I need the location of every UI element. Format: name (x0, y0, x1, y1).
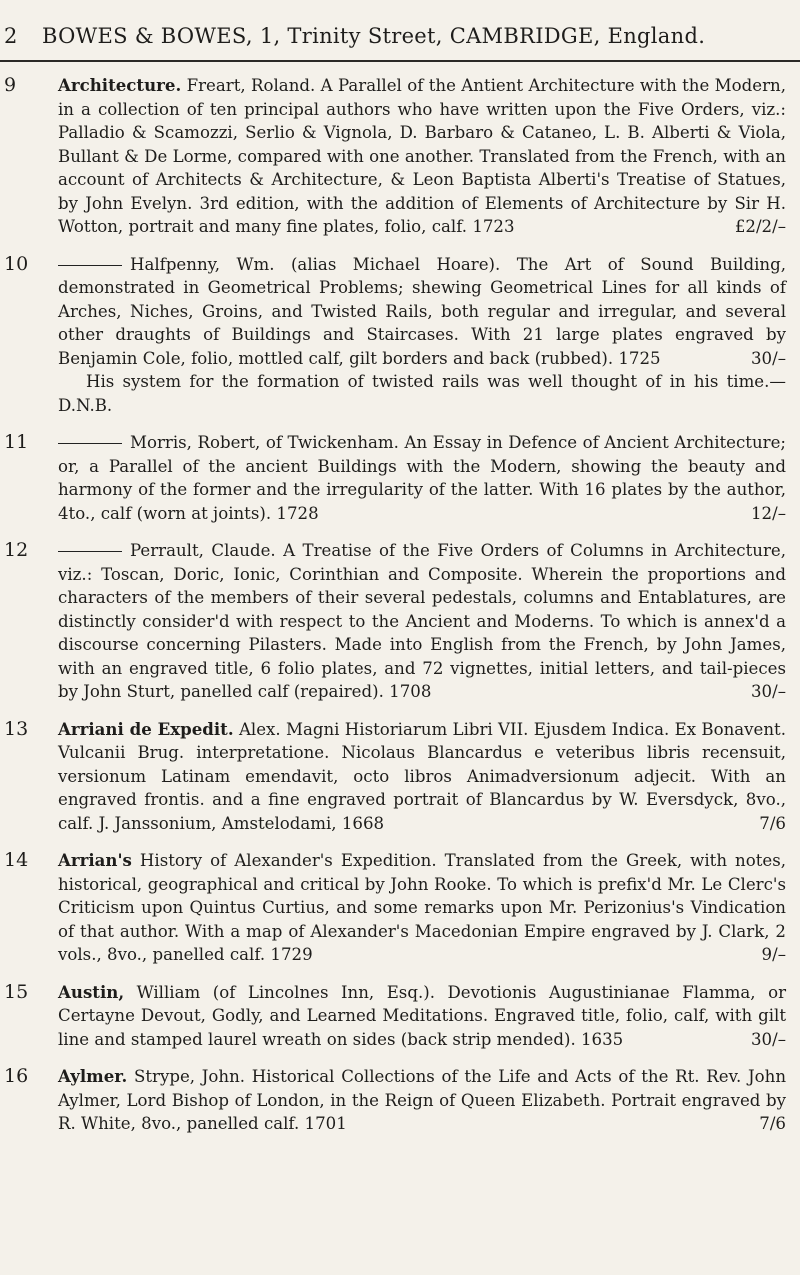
entry-heading: Arrian's (58, 850, 132, 870)
catalogue-entries (0, 74, 800, 1150)
entry-number: 12 (4, 539, 29, 561)
entry-number: 9 (4, 74, 17, 96)
catalogue-entry (0, 253, 800, 418)
catalogue-entry (0, 718, 800, 836)
entry-text: William (of Lincolnes Inn, Esq.). Devotionis Augustinianae Flamma, or Certayne Devout, Godly, and Learned Meditations. Engraved title, folio, calf, with gilt line and stamped laurel wreath on sides (back strip mended). 1635 (58, 982, 786, 1049)
entry-number: 13 (4, 717, 29, 740)
ditto-dash (58, 551, 122, 552)
catalogue-entry (0, 981, 800, 1052)
entry-price: 30/– (750, 1029, 786, 1049)
entry-text: History of Alexander's Expedition. Translated from the Greek, with notes, historical, geographical and critical by John Rooke. To which is prefix'd Mr. Le Clerc's Criticism upon Quintus Curtius, and some remarks upon Mr. Perizonius's Vindication of that author. With a map of Alexander's Macedonian Empire engraved by J. Clark, 2 vols., 8vo., panelled calf. 1729 (58, 851, 786, 964)
catalogue-entry (0, 539, 800, 704)
header-rule (0, 60, 800, 62)
entry-price: 7/6 (759, 1114, 786, 1133)
entry-heading: Aylmer. (58, 1066, 128, 1086)
entry-number: 15 (4, 980, 29, 1003)
entry-text: Perrault, Claude. A Treatise of the Five Orders of Columns in Architecture, viz.: Toscan, Doric, Ionic, Corinthian and Composite. Wherein the proportions and characters of the members of their several pedestals, columns and Entablatures, are distinctly consider'd with respect to the Ancient and Moderns. To which is annex'd a discourse concerning Pilasters. Made into English from the French, by John James, with an engraved title, 6 folio plates, and 72 vignettes, initial letters, and tail-pieces by John Sturt, panelled calf (repaired). 1708 (58, 541, 786, 701)
catalogue-entry (0, 1065, 800, 1136)
entry-price: 9/– (761, 945, 786, 964)
entry-heading: Austin, (58, 981, 125, 1002)
entry-heading: Arriani de Expedit. (58, 718, 234, 739)
entry-text: Morris, Robert, of Twickenham. An Essay in Defence of Ancient Architecture; or, a Parallel of the ancient Buildings with the Modern, showing the beauty and harmony of the former and the irregularity of the latter. With 16 plates by the author, 4to., calf (worn at joints). 1728 (58, 433, 786, 523)
page-header (0, 20, 800, 54)
entry-text: Freart, Roland. A Parallel of the Antient Architecture with the Modern, in a collection of ten principal authors who have written upon the Five Orders, viz.: Palladio & Scamozzi, Serlio & Vignola, D. Barbaro & Cataneo, L. B. Alberti & Viola, Bullant & De Lorme, compared with one another. Translated from the French, with an account of Architects & Architecture, & Leon Baptista Alberti's Treatise of Statues, by John Evelyn. 3rd edition, with the addition of Elements of Architecture by Sir H. Wotton, portrait and many fine plates, folio, calf. 1723 (58, 76, 786, 236)
entry-price: 12/– (750, 503, 786, 523)
catalogue-entry (0, 849, 800, 967)
entry-price: £2/2/– (734, 217, 786, 236)
entry-number: 14 (4, 849, 29, 871)
catalogue-entry (0, 431, 800, 525)
entry-number: 10 (4, 252, 29, 275)
entry-number: 16 (4, 1065, 29, 1087)
entry-heading: Architecture. (58, 75, 182, 95)
entry-note: His system for the formation of twisted rails was well thought of in his time.— D.N.B. (58, 372, 786, 415)
entry-text: Strype, John. Historical Collections of the Life and Acts of the Rt. Rev. John Aylmer, Lord Bishop of London, in the Reign of Queen Elizabeth. Portrait engraved by R. White, 8vo., panelled calf. 1701 (58, 1067, 787, 1133)
catalogue-entry (0, 74, 800, 239)
entry-price: 7/6 (759, 813, 786, 833)
ditto-dash (58, 443, 122, 444)
entry-price: 30/– (750, 682, 786, 701)
entry-text: Halfpenny, Wm. (alias Michael Hoare). The Art of Sound Building, demonstrated in Geometrical Problems; shewing Geometrical Lines for all kinds of Arches, Niches, Groins, and Twisted Rails, both regular and irregular, and several other draughts of Buildings and Staircases. With 21 large plates engraved by Benjamin Cole, folio, mottled calf, gilt borders and back (rubbed). 1725 (58, 254, 786, 368)
page-header-title: BOWES & BOWES, 1, Trinity Street, CAMBRIDGE, England. (42, 24, 706, 48)
entry-text: Alex. Magni Historiarum Libri VII. Ejusdem Indica. Ex Bonavent. Vulcanii Brug. interpretatione. Nicolaus Blancardus e veteribus libris recensuit, versionum Latinam emendavit, octo libros Animadversionum adjecit. With an engraved frontis. and a fine engraved portrait of Blancardus by W. Eversdyck, 8vo., calf. J. Janssonium, Amstelodami, 1668 (58, 719, 786, 833)
ditto-dash (58, 265, 122, 266)
entry-price: 30/– (750, 348, 786, 368)
entry-number: 11 (4, 431, 29, 453)
page-number: 2 (4, 24, 18, 48)
